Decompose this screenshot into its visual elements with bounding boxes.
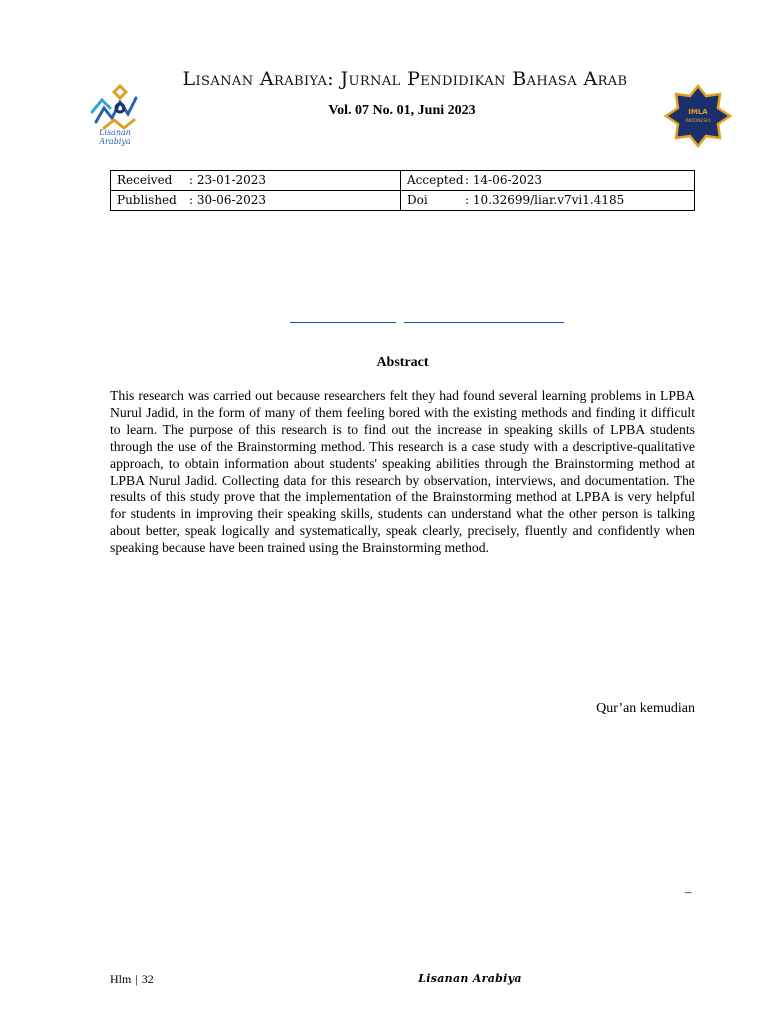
badge-text-imla: IMLA [688,108,708,116]
published-label: Published [117,193,177,207]
journal-logo-caption: Lisanan Arabiya [99,128,131,146]
accepted-cell [401,171,695,191]
footer-separator: | [135,972,138,986]
link-underline-1[interactable] [290,322,396,323]
journal-volume: Vol. 07 No. 01, Juni 2023 [328,103,476,118]
received-label: Received [117,173,173,187]
footer-journal-name: Lisanan Arabiya [418,972,522,985]
published-cell [111,191,401,211]
dash-mark: – [685,884,692,899]
table-row [111,171,695,191]
accepted-value: : 14-06-2023 [465,173,543,187]
journal-title: Lisanan Arabiya: Jurnal Pendidikan Bahasa Arab [182,68,628,90]
doi-value[interactable]: : 10.32699/liar.v7vi1.4185 [465,193,625,207]
abstract-body: This research was carried out because researchers felt they had found several learning problems in LPBA Nurul Jadid, in the form of many of them feeling bored with the existing methods and finding it difficult to learn. The purpose of this research is to find out the increase in speaking skills of LPBA students through the use of the Brainstorming method. This research is a case study with a descriptive-qualitative approach, to obtain information about students' speaking abilities through the Brainstorming method at LPBA Nurul Jadid. Collecting data for this research by observation, interviews, and documentation. The results of this study prove that the implementation of the Brainstorming method at LPBA is very helpful for students in improving their speaking skills, students can understand what the other person is talking about better, speak logically and systematically, speak clearly, precisely, fluently and confidently when speaking because have been trained using the Brainstorming method. [110,388,695,556]
badge-text-indonesia: INDONESIA [685,119,711,124]
imla-badge-logo [664,84,732,148]
received-value: : 23-01-2023 [189,173,267,187]
body-text-fragment: Qur’an kemudian [596,701,695,716]
abstract-heading: Abstract [376,355,429,370]
accepted-label: Accepted [407,173,464,187]
received-cell [111,171,401,191]
footer-page-label: Hlm [110,972,132,986]
footer-page-number [110,972,154,987]
doi-cell[interactable] [401,191,695,211]
doi-label: Doi [407,193,428,207]
table-row [111,191,695,211]
footer-page-value: 32 [141,972,154,986]
article-dates-table [110,170,695,211]
published-value: : 30-06-2023 [189,193,267,207]
link-underline-2[interactable] [404,322,564,323]
